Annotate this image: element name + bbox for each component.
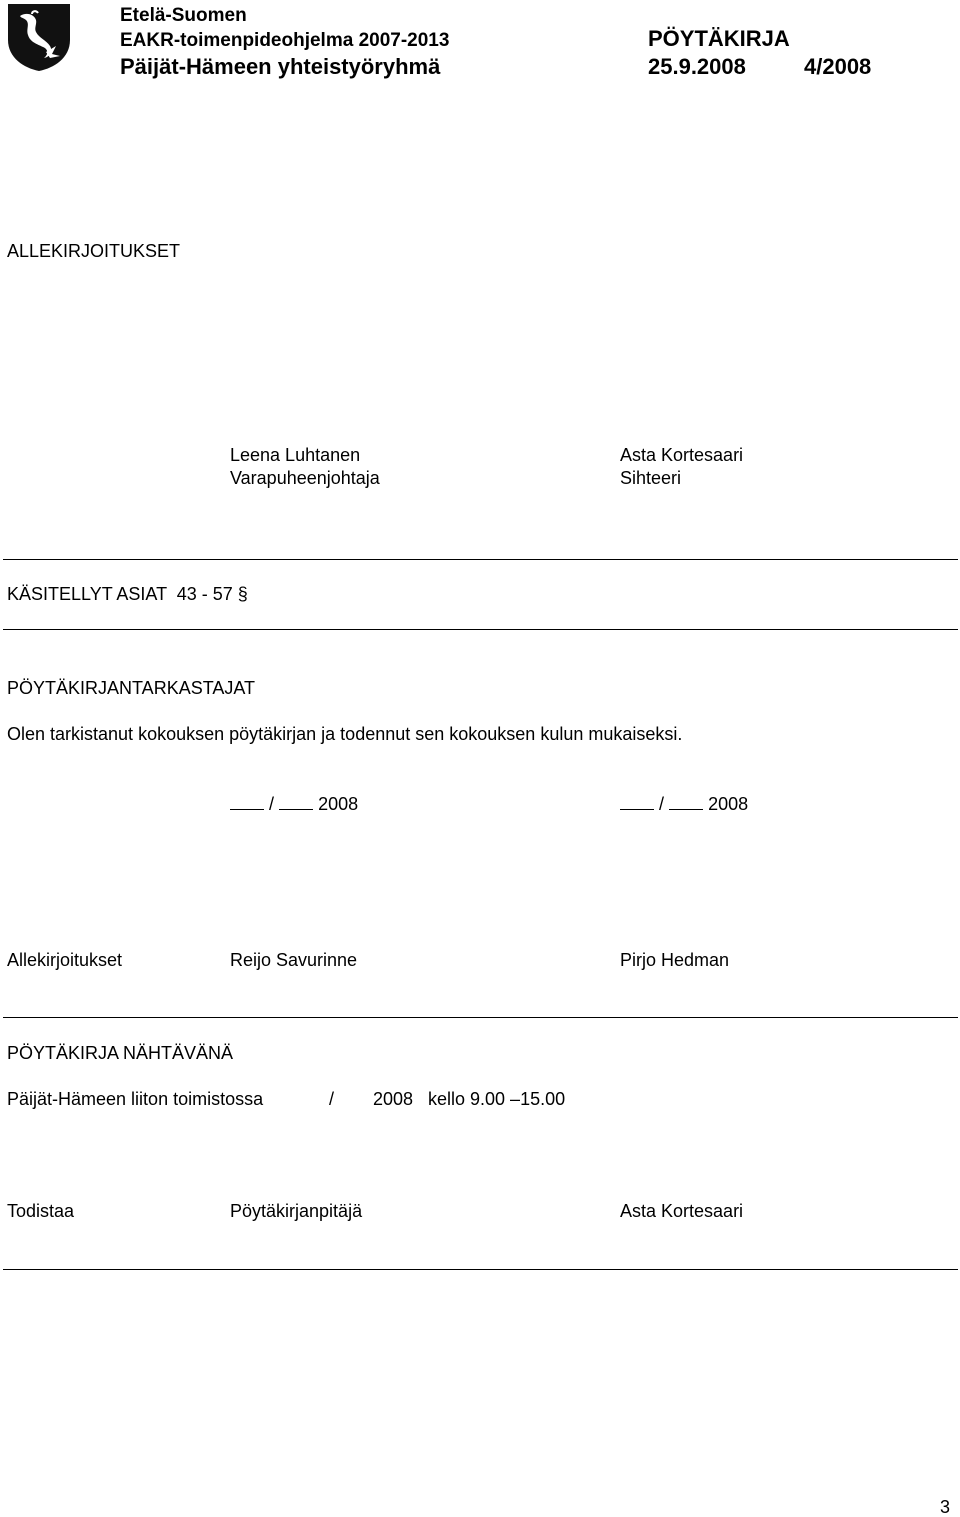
display-date-separator: /	[329, 1089, 335, 1109]
date-year: 2008	[318, 794, 359, 814]
display-heading: PÖYTÄKIRJA NÄHTÄVÄNÄ	[7, 1043, 234, 1063]
header-doc-type: PÖYTÄKIRJA	[648, 26, 790, 51]
divider-line	[3, 1269, 958, 1270]
display-hours: kello 9.00 –15.00	[428, 1089, 566, 1109]
date-blank	[230, 793, 264, 810]
divider-line	[3, 1017, 958, 1018]
header-org-line3: Päijät-Hämeen yhteistyöryhmä	[120, 54, 441, 79]
certify-role: Pöytäkirjanpitäjä	[230, 1201, 363, 1221]
signatures-label: Allekirjoitukset	[7, 950, 123, 970]
date-blank	[620, 793, 654, 810]
date-year: 2008	[708, 794, 749, 814]
header-org-line2: EAKR-toimenpideohjelma 2007-2013	[120, 30, 450, 51]
date-separator: /	[659, 794, 665, 814]
reviewers-heading: PÖYTÄKIRJANTARKASTAJAT	[7, 678, 256, 698]
date-blank	[669, 793, 703, 810]
divider-line	[3, 629, 958, 630]
date-separator: /	[269, 794, 275, 814]
certify-name: Asta Kortesaari	[620, 1201, 744, 1221]
header-date: 25.9.2008	[648, 54, 746, 79]
signer2-name: Asta Kortesaari	[620, 445, 744, 465]
display-location: Päijät-Hämeen liiton toimistossa	[7, 1089, 264, 1109]
reviewer2-name: Pirjo Hedman	[620, 950, 730, 970]
header-number: 4/2008	[804, 54, 872, 79]
reviewer1-name: Reijo Savurinne	[230, 950, 358, 970]
display-year: 2008	[373, 1089, 414, 1109]
certify-label: Todistaa	[7, 1201, 75, 1221]
date-blank	[279, 793, 313, 810]
signer1-name: Leena Luhtanen	[230, 445, 361, 465]
divider-line	[3, 559, 958, 560]
signer1-role: Varapuheenjohtaja	[230, 468, 380, 488]
reviewer2-date-field	[620, 793, 748, 813]
page-number: 3	[940, 1497, 951, 1517]
signatures-heading: ALLEKIRJOITUKSET	[7, 241, 181, 261]
reviewer1-date-field	[230, 793, 358, 813]
header-org-line1: Etelä-Suomen	[120, 5, 247, 26]
signer2-role: Sihteeri	[620, 468, 682, 488]
reviewers-statement: Olen tarkistanut kokouksen pöytäkirjan ja todennut sen kokouksen kulun mukaiseksi.	[7, 724, 683, 744]
handled-items: KÄSITELLYT ASIAT 43 - 57 §	[7, 584, 248, 604]
coat-of-arms-logo	[6, 2, 72, 72]
